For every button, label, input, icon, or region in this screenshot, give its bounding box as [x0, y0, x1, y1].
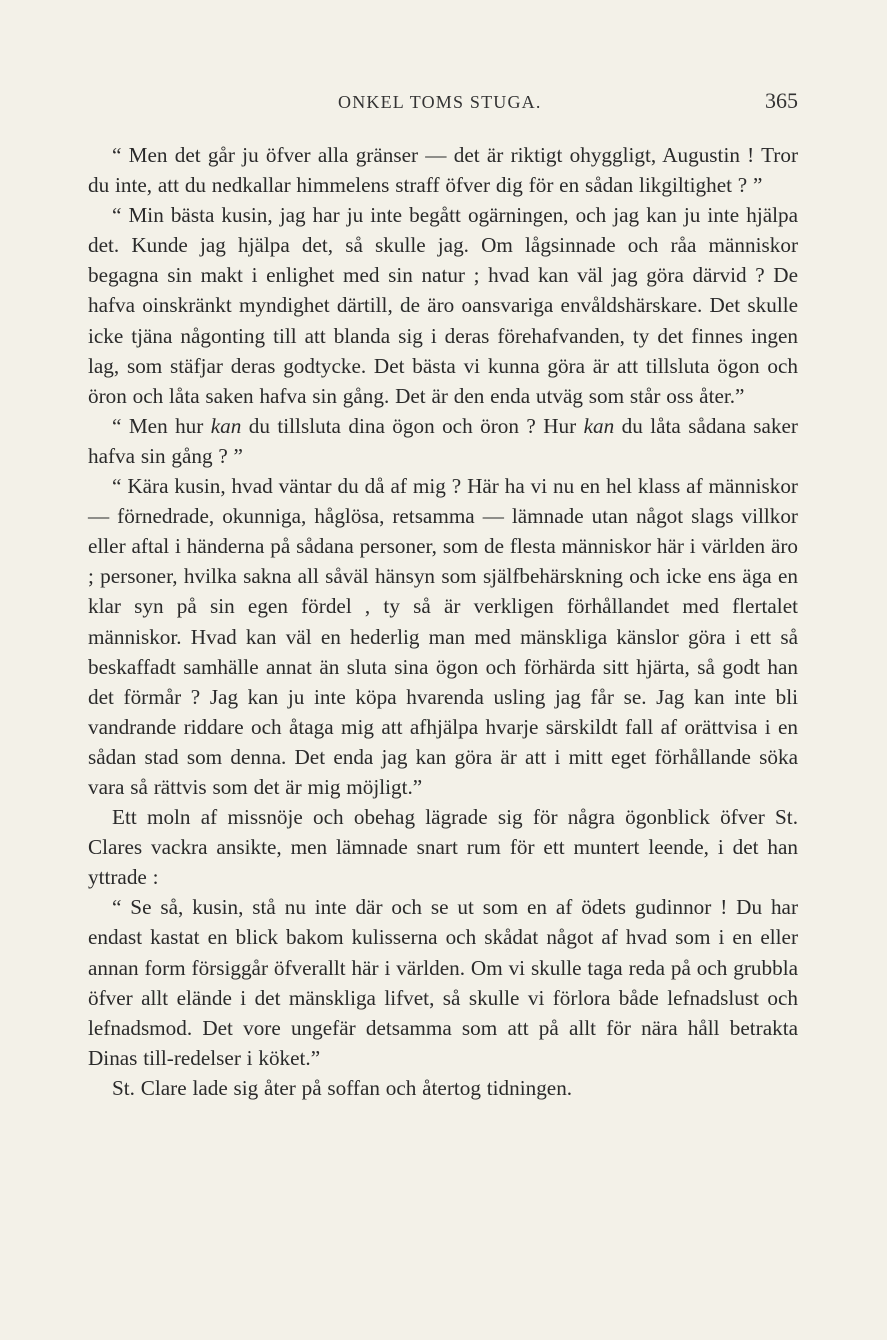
paragraph	[88, 471, 798, 802]
emphasis-text: kan	[583, 413, 615, 438]
paragraph	[88, 140, 798, 200]
running-header	[88, 88, 798, 118]
paragraph-text: St. Clare lade sig åter på soffan och återtog tidningen.	[112, 1075, 573, 1100]
paragraph	[88, 200, 798, 411]
page-number: 365	[765, 88, 798, 113]
paragraph-text: “ Se så, kusin, stå nu inte där och se ut som en af ödets gudinnor ! Du har endast kastat en blick bakom kulisserna och skådat något af hvad som i en eller annan form försiggår öfverallt här i världen. Om vi skulle taga reda på och grubbla öfver allt elände i det mänskliga lifvet, så skulle vi förlora både lefnadslust och lefnadsmod. Det vore ungefär detsamma som att på allt för nära håll betrakta Dinas till-redelser i köket.”	[88, 895, 798, 1070]
paragraph-text: “ Men det går ju öfver alla gränser — det är riktigt ohyggligt, Augustin ! Tror du inte, att du nedkallar himmelens straff öfver dig för en sådan likgiltighet ? ”	[88, 143, 798, 198]
body-text	[88, 140, 798, 1103]
paragraph	[88, 411, 798, 471]
paragraph	[88, 1073, 798, 1103]
paragraph-text: “ Min bästa kusin, jag har ju inte begått ogärningen, och jag kan ju inte hjälpa det. Kunde jag hjälpa det, så skulle jag. Om lågsinnade och råa människor begagna sin makt i enlighet med sin natur ; hvad kan väl jag göra därvid ? De hafva oinskränkt myndighet därtill, de äro oansvariga envåldshärskare. Det skulle icke tjäna någonting till att blanda sig i deras förehafvanden, ty det finnes ingen lag, som stäfjar deras godtycke. Det bästa vi kunna göra är att tillsluta ögon och öron och låta saken hafva sin gång. Det är den enda utväg som står oss åter.”	[88, 203, 798, 408]
paragraph-text: Ett moln af missnöje och obehag lägrade sig för några ögonblick öfver St. Clares vackra ansikte, men lämnade snart rum för ett muntert leende, i det han yttrade :	[88, 805, 798, 890]
running-title: ONKEL TOMS STUGA.	[338, 92, 542, 112]
emphasis-text: kan	[210, 413, 242, 438]
paragraph-text: du tillsluta dina ögon och öron ? Hur	[241, 413, 584, 438]
paragraph	[88, 802, 798, 892]
paragraph	[88, 892, 798, 1073]
paragraph-text: “ Kära kusin, hvad väntar du då af mig ? Här ha vi nu en hel klass af människor — förnedrade, okunniga, håglösa, retsamma — lämnade utan något slags villkor eller aftal i händerna på sådana personer, som de flesta människor här i världen äro ; personer, hvilka sakna all såväl hänsyn som själfbehärskning och icke ens äga en klar syn på sin egen fördel , ty så är verkligen förhållandet med flertalet människor. Hvad kan väl en hederlig man med mänskliga känslor göra i ett så beskaffadt samhälle annat än sluta sina ögon och förhärda sitt hjärta, så godt han det förmår ? Jag kan ju inte köpa hvarenda usling jag får se. Jag kan inte bli vandrande riddare och åtaga mig att afhjälpa hvarje särskildt fall af orättvisa i en sådan stad som denna. Det enda jag kan göra är att i mitt eget förhållande söka vara så rättvis som det är mig möjligt.”	[88, 474, 798, 799]
paragraph-text: “ Men hur	[112, 413, 211, 438]
paragraph-text: du låta sådana saker hafva sin gång ? ”	[88, 413, 798, 468]
